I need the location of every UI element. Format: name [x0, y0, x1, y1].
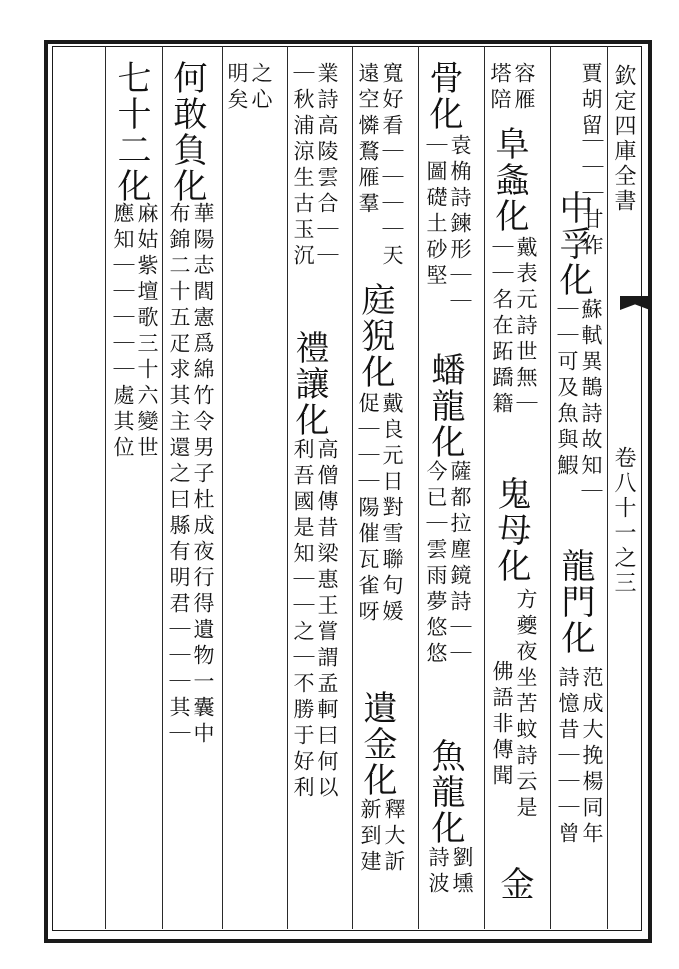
column-rule [105, 46, 106, 929]
annotation-text: 容雁 [512, 62, 536, 114]
column-rule [222, 46, 223, 929]
column-rule [287, 46, 288, 929]
entry-heading: 魚龍化 [425, 738, 465, 846]
annotation-text: ｜｜可及魚與鰕 [555, 298, 579, 480]
annotation-text: 利吾國是知｜｜之｜不勝于好利 [291, 438, 315, 802]
annotation-text: 麻姑紫壇歌三十六變世 [135, 202, 159, 462]
annotation-text: 袁桷詩鍊形｜｜ [448, 134, 472, 316]
entry-heading: 蟠龍化 [425, 352, 465, 460]
annotation-text: 戴良元日對雪聯句媛 [380, 392, 404, 626]
annotation-text: 寬好看｜｜｜｜天 [380, 62, 404, 270]
column-rule [162, 46, 163, 929]
volume-label: 卷八十一之三 [611, 446, 636, 596]
annotation-text: 戴表元詩世無｜ [514, 236, 538, 418]
annotation-text: 應知｜｜｜｜｜處其位 [111, 202, 135, 462]
annotation-text: 蘇軾異鵲詩故知｜ [579, 298, 603, 506]
column-rule [484, 46, 485, 929]
annotation-text: 詩波 [426, 846, 450, 898]
annotation-text: 釋大訢 [382, 798, 406, 876]
annotation-text: 華陽志閻憲爲綿竹令男子杜成夜行得遺物一囊中 [191, 202, 215, 748]
entry-heading: 七十二化 [111, 60, 151, 204]
column-rule [550, 46, 551, 929]
column-rule [418, 46, 419, 929]
annotation-text: ｜｜｜甘作 [580, 130, 604, 260]
annotation-text: 今已｜雲雨夢悠悠 [424, 460, 448, 668]
annotation-text: ｜圖礎土砂堅 [424, 134, 448, 290]
annotation-text: 范成大挽楊同年 [580, 666, 604, 848]
entry-heading: 禮讓化 [289, 330, 329, 438]
annotation-text: 薩都拉塵鏡詩｜｜ [448, 460, 472, 668]
entry-heading: 中孚化 [553, 190, 593, 298]
entry-heading: 庭猊化 [355, 282, 395, 390]
annotation-text: 促｜｜｜陽催瓦雀呀 [356, 392, 380, 626]
annotation-text: 高僧傳昔梁惠王嘗謂孟軻曰何以 [315, 438, 339, 802]
annotation-text: 塔陪 [488, 62, 512, 114]
annotation-text: 佛語非傳聞 [490, 660, 514, 790]
annotation-text: 賈胡留 [579, 62, 603, 140]
entry-heading: 何敢負化 [167, 60, 207, 204]
annotation-text: 劉壎 [450, 846, 474, 898]
annotation-text: 布錦二十五疋求其主還之曰縣有明君｜｜｜其｜ [167, 202, 191, 748]
annotation-text: 之心 [249, 62, 273, 114]
annotation-text: ｜秋浦涼生古玉沉 [291, 62, 315, 270]
entry-heading: 龍門化 [555, 548, 595, 656]
entry-heading: 金 [494, 866, 534, 902]
annotation-text: 業詩高陵雲合｜｜ [315, 62, 339, 270]
banxin-margin [607, 46, 640, 929]
annotation-text: 明矣 [225, 62, 249, 114]
entry-heading: 鬼母化 [491, 476, 531, 584]
entry-heading: 骨化 [423, 60, 463, 132]
entry-heading: 遺金化 [357, 690, 397, 798]
annotation-text: ｜｜名在跖蹻籍 [490, 236, 514, 418]
column-rule [352, 46, 353, 929]
annotation-text: 遠空憐鶩雁羣 [356, 62, 380, 218]
banxin-header: 欽定四庫全書 [611, 64, 636, 214]
annotation-text: 方夔夜坐苦蚊詩云是 [514, 588, 538, 822]
annotation-text: 詩憶昔｜｜｜曾 [556, 666, 580, 848]
annotation-text: 新到建 [358, 798, 382, 876]
entry-heading: 阜螽化 [489, 126, 529, 234]
